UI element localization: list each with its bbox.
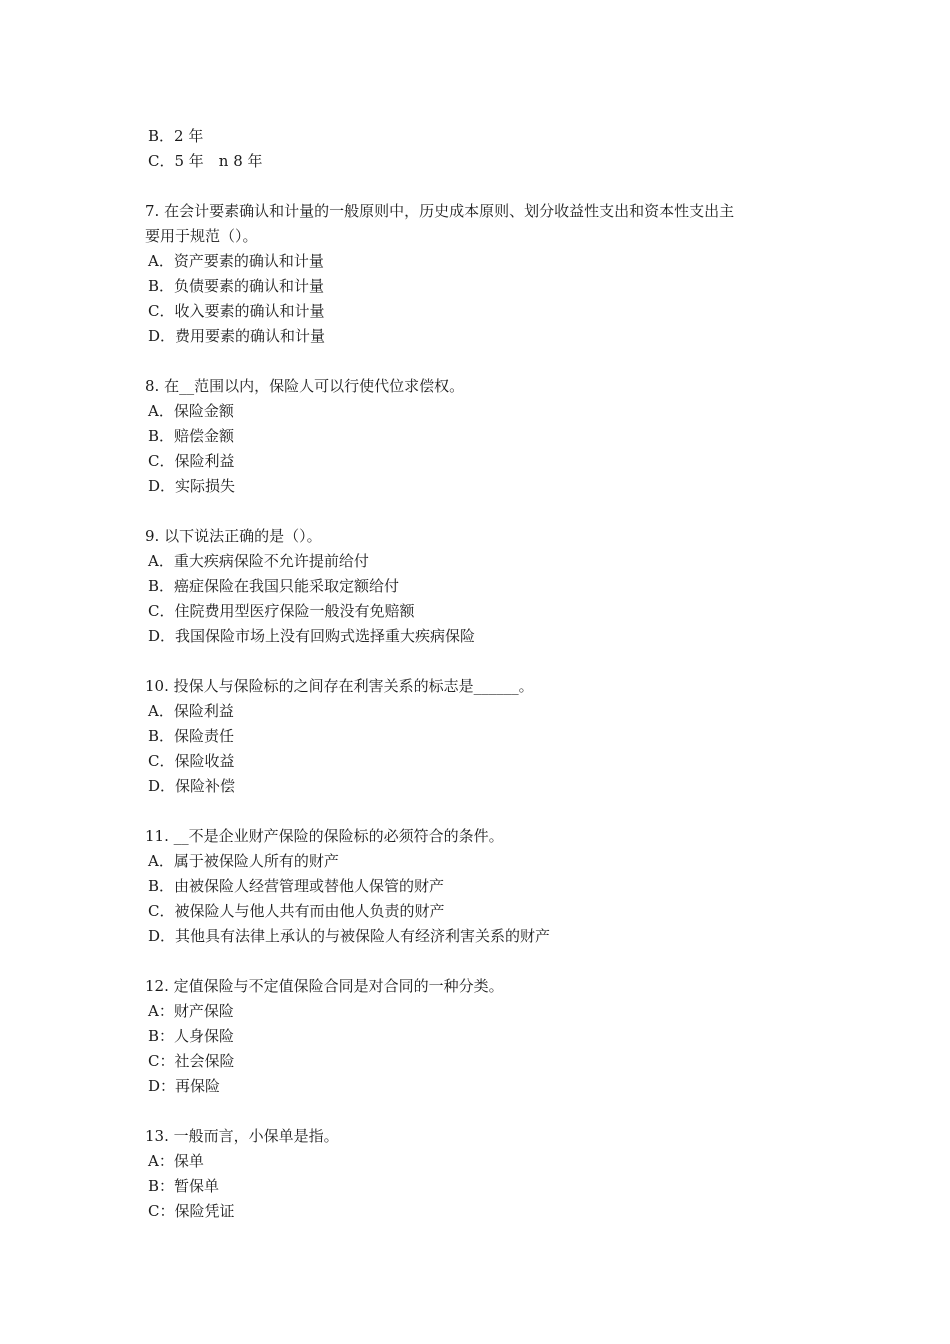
option-a: A．保险利益 — [148, 702, 234, 720]
question-13 — [145, 1124, 825, 1224]
option-a: A．资产要素的确认和计量 — [148, 252, 324, 270]
option-d: D．保险补偿 — [148, 777, 236, 795]
option-d: D．费用要素的确认和计量 — [148, 327, 326, 345]
option-c: C．5 年 n 8 年 — [148, 152, 263, 170]
option-a: A：保单 — [148, 1152, 204, 1170]
option-b: B．2 年 — [148, 127, 204, 145]
question-stem: 要用于规范（）。 — [145, 227, 258, 245]
option-d: D．其他具有法律上承认的与被保险人有经济利害关系的财产 — [148, 927, 551, 945]
question-fragment — [145, 124, 825, 174]
option-a: A．保险金额 — [148, 402, 234, 420]
question-7 — [145, 199, 825, 349]
option-c: C：社会保险 — [148, 1052, 235, 1070]
option-b: B：暂保单 — [148, 1177, 220, 1195]
option-d: D．我国保险市场上没有回购式选择重大疾病保险 — [148, 627, 476, 645]
question-stem: 9. 以下说法正确的是（）。 — [145, 527, 322, 545]
question-8 — [145, 374, 825, 499]
document-page — [145, 124, 825, 1224]
option-d: D．实际损失 — [148, 477, 236, 495]
option-c: C．保险收益 — [148, 752, 235, 770]
option-c: C．保险利益 — [148, 452, 235, 470]
question-stem: 7. 在会计要素确认和计量的一般原则中，历史成本原则、划分收益性支出和资本性支出主 — [145, 202, 735, 220]
option-b: B：人身保险 — [148, 1027, 235, 1045]
question-stem: 13. 一般而言，小保单是指。 — [145, 1127, 339, 1145]
option-a: A：财产保险 — [148, 1002, 234, 1020]
option-a: A．重大疾病保险不允许提前给付 — [148, 552, 369, 570]
option-b: B．保险责任 — [148, 727, 235, 745]
option-c: C：保险凭证 — [148, 1202, 235, 1220]
option-d: D：再保险 — [148, 1077, 221, 1095]
option-b: B．由被保险人经营管理或替他人保管的财产 — [148, 877, 445, 895]
question-12 — [145, 974, 825, 1099]
question-stem: 10. 投保人与保险标的之间存在利害关系的标志是______。 — [145, 677, 534, 695]
question-10 — [145, 674, 825, 799]
question-9 — [145, 524, 825, 649]
option-a: A．属于被保险人所有的财产 — [148, 852, 339, 870]
question-11 — [145, 824, 825, 949]
option-b: B．赔偿金额 — [148, 427, 235, 445]
question-stem: 11. __不是企业财产保险的保险标的必须符合的条件。 — [145, 827, 504, 845]
option-b: B．癌症保险在我国只能采取定额给付 — [148, 577, 400, 595]
option-c: C．住院费用型医疗保险一般没有免赔额 — [148, 602, 415, 620]
question-stem: 12. 定值保险与不定值保险合同是对合同的一种分类。 — [145, 977, 504, 995]
option-c: C．被保险人与他人共有而由他人负责的财产 — [148, 902, 445, 920]
option-c: C．收入要素的确认和计量 — [148, 302, 325, 320]
question-stem: 8. 在__范围以内，保险人可以行使代位求偿权。 — [145, 377, 465, 395]
option-b: B．负债要素的确认和计量 — [148, 277, 325, 295]
